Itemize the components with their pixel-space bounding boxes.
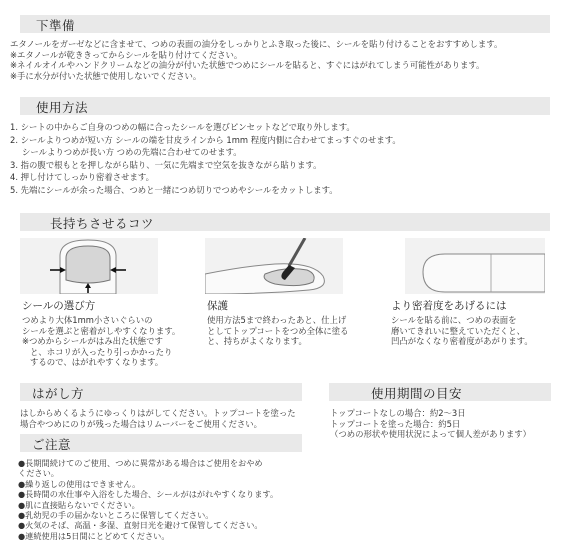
nail-size-icon <box>20 238 158 294</box>
prep-text <box>10 39 502 81</box>
brush-icon <box>205 238 343 294</box>
tip-caption: より密着度をあげるには <box>391 300 507 312</box>
text-line: トップコートを塗った場合：約5日 <box>330 418 461 429</box>
text-line: ●乳幼児の手の届かないところに保管してください。 <box>18 510 214 521</box>
text-line: 1. シートの中からご自身のつめの幅に合ったシールを選びピンセットなどで取り外します。 <box>10 122 355 132</box>
caution-text <box>18 458 278 541</box>
text-line: するので、はがれやすくなります。 <box>30 357 164 368</box>
section-title: はがし方 <box>32 386 85 401</box>
text-line: ※手に水分が付いた状態で使用しないでください。 <box>10 70 202 81</box>
section-header-prep <box>20 15 550 33</box>
section-header-remove <box>20 383 302 401</box>
illustration-nail-size <box>20 238 158 294</box>
text-line: ●長時間の水仕事や入浴をした場合、シールがはがれやすくなります。 <box>18 489 279 500</box>
text-line: ●繰り返しの使用はできません。 <box>18 478 141 489</box>
text-line: 磨いてきれいに整えていただくと、 <box>391 325 525 336</box>
text-line: 2. シールよりつめが短い方 シールの端を甘皮ラインから 1mm 程度内側に合わせてまっすぐのせます。 <box>10 134 401 145</box>
text-line: シールを貼る前に、つめの表面を <box>391 315 517 325</box>
tip-caption: 保護 <box>207 300 228 312</box>
section-title: 使用期間の目安 <box>371 386 463 401</box>
section-header-tips <box>20 213 550 231</box>
text-line: 4. 押し付けてしっかり密着させます。 <box>10 172 154 183</box>
section-title: 長持ちさせるコツ <box>50 216 155 231</box>
text-line: ●肌に直接貼らないでください。 <box>18 499 140 510</box>
text-line: はしからめくるようにゆっくりはがしてください。トップコートを塗った <box>20 408 296 418</box>
tip-text <box>207 315 349 347</box>
section-header-caution <box>20 434 302 452</box>
text-line: ※ネイルオイルやハンドクリームなどの油分が付いた状態でつめにシールを貼ると、すぐにはがれてしまう可能性があります。 <box>10 60 485 71</box>
section-title: 下準備 <box>36 18 76 33</box>
tip-text <box>391 315 533 347</box>
text-line: シールよりつめが長い方 つめの先端に合わせてのせます。 <box>22 147 242 158</box>
section-header-usage <box>20 97 550 115</box>
text-line: 3. 指の腹で根もとを押しながら貼り、一気に先端まで空気を抜きながら貼ります。 <box>10 159 322 170</box>
text-line: 使用方法5まで終わったあと、仕上げ <box>207 315 347 325</box>
text-line: 凹凸がなくなり密着度があがります。 <box>391 336 533 347</box>
text-line: 場合やつめにのりが残った場合はリムーバーをご使用ください。 <box>20 418 263 429</box>
nail-surface-icon <box>405 238 545 294</box>
section-title: 使用方法 <box>36 100 89 115</box>
illustration-top-coat <box>205 238 343 294</box>
text-line: ください。 <box>18 468 59 479</box>
text-line: と、持ちがよくなります。 <box>207 336 307 347</box>
usage-text <box>10 122 401 196</box>
text-line: トップコートなしの場合：約2〜3日 <box>330 408 466 418</box>
remove-text <box>20 408 296 429</box>
tip-text <box>22 315 180 368</box>
text-line: ※つめからシールがはみ出た状態です <box>22 336 163 347</box>
text-line: ●連続使用は5日間にとどめてください。 <box>18 530 170 541</box>
section-title: ご注意 <box>32 437 72 452</box>
text-line: （つめの形状や使用状況によって個人差があります） <box>330 429 531 440</box>
text-line: ※エタノールが乾ききってからシールを貼り付けてください。 <box>10 49 243 60</box>
tip-caption: シールの選び方 <box>22 300 96 312</box>
text-line: 5. 先端にシールが余った場合、つめと一緒につめ切りでつめやシールをカットします。 <box>10 184 338 195</box>
text-line: シールを選ぶと密着がしやすくなります。 <box>22 325 181 336</box>
text-line: ●長期間続けてのご使用、つめに異常がある場合はご使用をおやめ <box>18 458 263 468</box>
text-line: と、ホコリが入ったり引っかかったり <box>30 346 173 357</box>
section-header-period <box>329 383 551 401</box>
text-line: エタノールをガーゼなどに含ませて、つめの表面の油分をしっかりとふき取った後に、シールを貼り付けることをおすすめします。 <box>10 39 503 49</box>
text-line: としてトップコートをつめ全体に塗る <box>207 325 349 336</box>
illustration-polish <box>405 238 545 294</box>
text-line: つめより大体1mm小さいぐらいの <box>22 315 153 325</box>
text-line: ●火気のそば、高温・多湿、直射日光を避けて保管してください。 <box>18 520 263 531</box>
period-text <box>330 408 531 440</box>
